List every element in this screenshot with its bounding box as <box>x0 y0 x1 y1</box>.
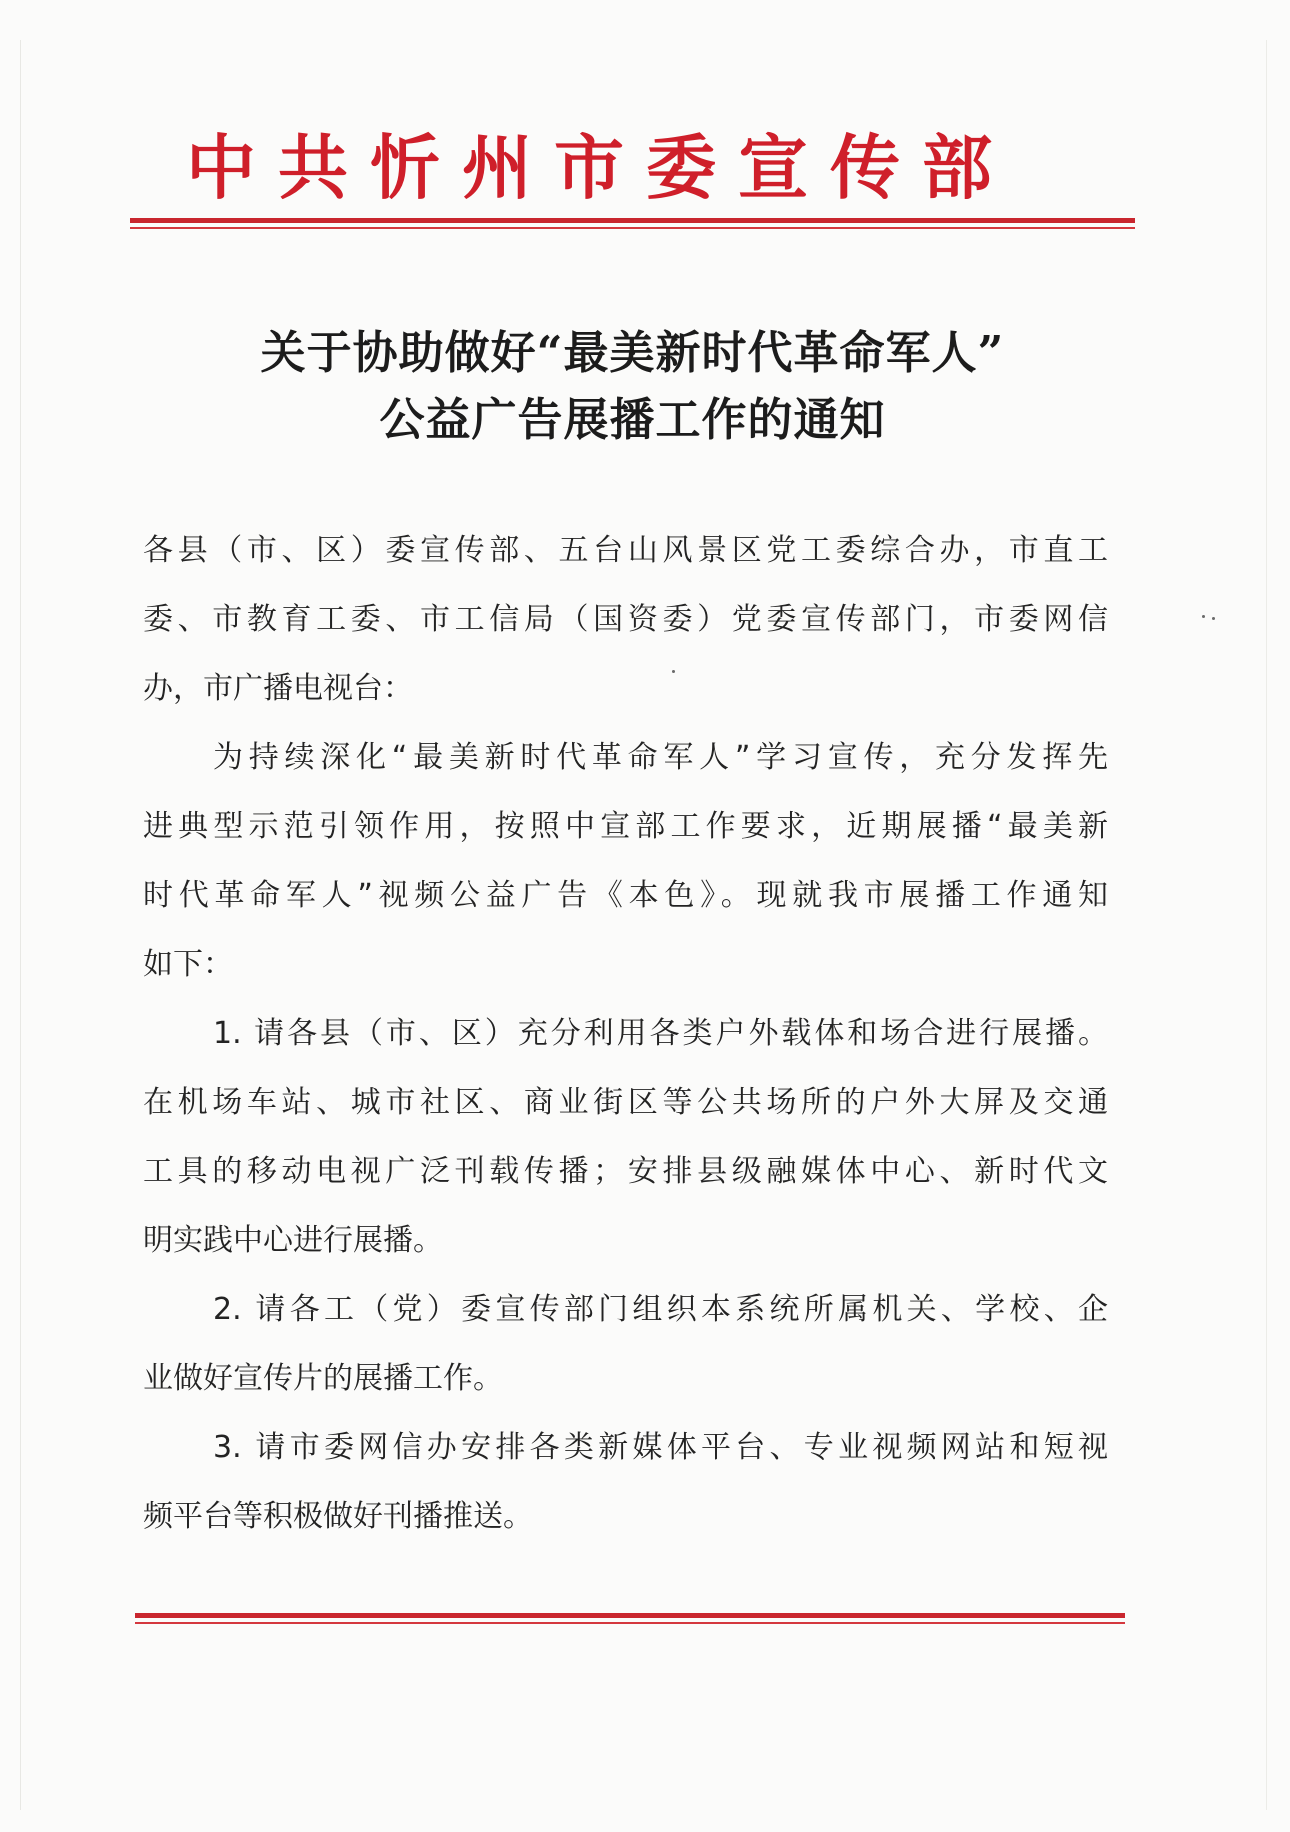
list-item-line: 1. 请各县（市、区）充分利用各类户外载体和场合进行展播。 <box>213 1016 1108 1051</box>
list-item-line: 频平台等积极做好刊播推送。 <box>143 1499 533 1534</box>
list-item-line: 明实践中心进行展播。 <box>143 1223 443 1258</box>
document-title-line-1: 关于协助做好“最美新时代革命军人” <box>260 326 1005 379</box>
scan-speck <box>1212 617 1215 620</box>
addressee-line: 各县（市、区）委宣传部、五台山风景区党工委综合办，市直工 <box>143 533 1108 568</box>
letterhead-title: 中共忻州市委宣传部 <box>186 126 1014 209</box>
paragraph-line: 如下： <box>143 947 233 982</box>
document-title-line-2: 公益广告展播工作的通知 <box>379 393 886 446</box>
addressee-line: 办，市广播电视台： <box>143 671 413 706</box>
red-rule-thick <box>135 1613 1125 1618</box>
page-edge <box>20 40 1267 1810</box>
red-rule-thin <box>135 1622 1125 1624</box>
paragraph-line: 为持续深化“最美新时代革命军人”学习宣传，充分发挥先 <box>213 740 1108 775</box>
paragraph-line: 进典型示范引领作用，按照中宣部工作要求，近期展播“最美新 <box>143 809 1108 844</box>
list-item-line: 2. 请各工（党）委宣传部门组织本系统所属机关、学校、企 <box>213 1292 1108 1327</box>
red-rule-thin <box>130 227 1135 229</box>
addressee-line: 委、市教育工委、市工信局（国资委）党委宣传部门，市委网信 <box>143 602 1108 637</box>
list-item-line: 在机场车站、城市社区、商业街区等公共场所的户外大屏及交通 <box>143 1085 1108 1120</box>
red-rule-thick <box>130 218 1135 223</box>
list-item-line: 工具的移动电视广泛刊载传播；安排县级融媒体中心、新时代文 <box>143 1154 1108 1189</box>
scan-speck <box>1202 615 1205 618</box>
paragraph-line: 时代革命军人”视频公益广告《本色》。现就我市展播工作通知 <box>143 878 1108 913</box>
scan-speck <box>672 670 675 673</box>
list-item-line: 3. 请市委网信办安排各类新媒体平台、专业视频网站和短视 <box>213 1430 1108 1465</box>
list-item-line: 业做好宣传片的展播工作。 <box>143 1361 503 1396</box>
